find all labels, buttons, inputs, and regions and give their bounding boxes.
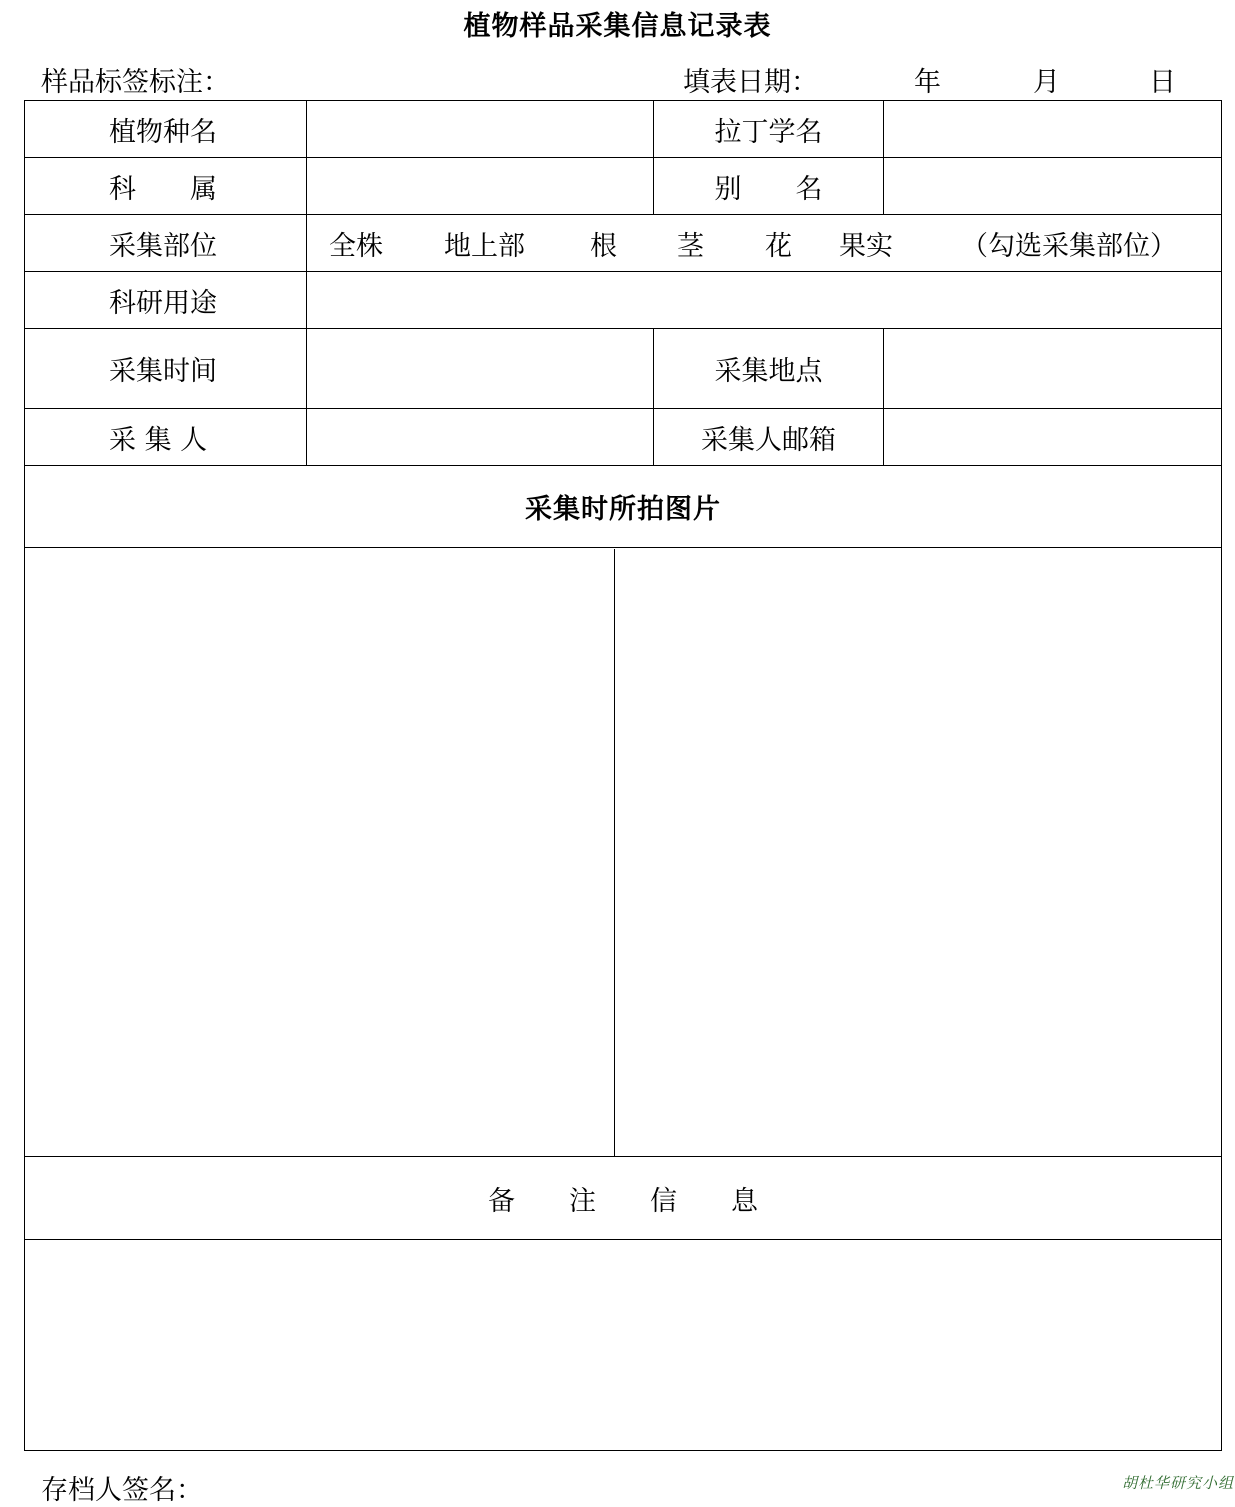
plant-species-field[interactable] xyxy=(307,101,654,158)
part-option-above-ground[interactable]: 地上部 xyxy=(444,230,525,262)
part-selection-hint: （勾选采集部位） xyxy=(961,230,1177,262)
watermark-signature: 胡杜华研究小组 xyxy=(1122,1474,1235,1492)
date-month-label: 月 xyxy=(1033,67,1060,98)
plant-species-label: 植物种名 xyxy=(25,101,307,158)
family-genus-field[interactable] xyxy=(307,158,654,215)
family-genus-label: 科 属 xyxy=(25,158,307,215)
part-option-flower[interactable]: 花 xyxy=(765,230,792,262)
date-year-label: 年 xyxy=(914,67,941,98)
research-use-label: 科研用途 xyxy=(25,272,307,329)
collection-place-field[interactable] xyxy=(884,329,1222,409)
collection-place-label: 采集地点 xyxy=(654,329,884,409)
photo-box-right[interactable] xyxy=(614,549,1221,1156)
notes-title-char: 注 xyxy=(569,1185,596,1217)
notes-field[interactable] xyxy=(25,1240,1222,1451)
latin-name-field[interactable] xyxy=(884,101,1222,158)
collector-field[interactable] xyxy=(307,409,654,466)
notes-section-title xyxy=(25,1157,1222,1240)
part-option-whole-plant[interactable]: 全株 xyxy=(329,230,383,262)
part-option-fruit[interactable]: 果实 xyxy=(839,230,893,262)
part-option-stem[interactable]: 茎 xyxy=(677,230,704,262)
alias-field[interactable] xyxy=(884,158,1222,215)
sample-tag-label: 样品标签标注： xyxy=(41,67,230,98)
date-day-label: 日 xyxy=(1149,67,1176,98)
photo-box-left[interactable] xyxy=(25,549,614,1156)
latin-name-label: 拉丁学名 xyxy=(654,101,884,158)
collection-part-options xyxy=(307,215,1222,272)
collection-form-table xyxy=(24,100,1222,1451)
notes-title-char: 备 xyxy=(488,1185,515,1217)
collector-label: 采 集 人 xyxy=(25,409,307,466)
collector-email-field[interactable] xyxy=(884,409,1222,466)
photos-area xyxy=(25,548,1222,1157)
fill-date-label: 填表日期： xyxy=(683,67,818,98)
part-option-root[interactable]: 根 xyxy=(590,230,617,262)
notes-title-char: 信 xyxy=(650,1185,677,1217)
archiver-signature-label: 存档人签名： xyxy=(41,1475,203,1506)
alias-label: 别 名 xyxy=(654,158,884,215)
notes-title-char: 息 xyxy=(731,1185,758,1217)
form-title: 植物样品采集信息记录表 xyxy=(463,11,772,42)
collection-time-label: 采集时间 xyxy=(25,329,307,409)
collection-time-field[interactable] xyxy=(307,329,654,409)
research-use-field[interactable] xyxy=(307,272,1222,329)
photos-section-title: 采集时所拍图片 xyxy=(25,466,1222,548)
collection-part-label: 采集部位 xyxy=(25,215,307,272)
collector-email-label: 采集人邮箱 xyxy=(654,409,884,466)
